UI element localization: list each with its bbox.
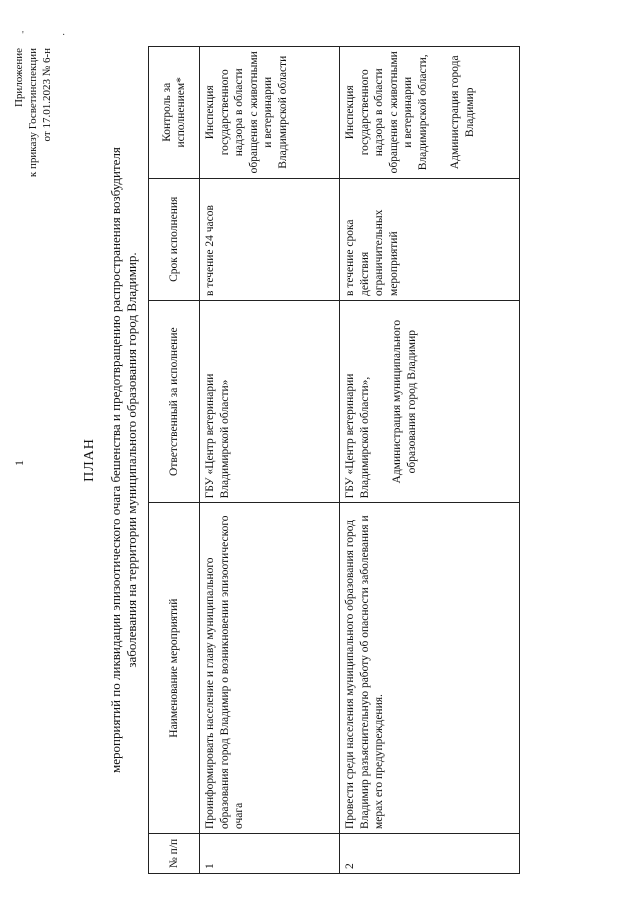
subtitle-line-2: заболевания на территории муниципального образования город Владимир. [124, 252, 139, 668]
document-title: ПЛАН [82, 438, 97, 482]
document-subtitle [108, 40, 140, 880]
row-responsible [340, 300, 520, 502]
row-control [340, 47, 520, 179]
row-num: 1 [200, 833, 340, 873]
page-number: 1 [12, 460, 26, 466]
header-control: Контроль за исполнением* [149, 47, 200, 179]
responsible-primary: ГБУ «Центр ветеринарии Владимирской области», [344, 373, 371, 499]
plan-table [148, 46, 520, 874]
subtitle-line-1: мероприятий по ликвидации эпизоотического очага бешенства и предотвращению распространения возбудителя [108, 147, 123, 773]
table-row [200, 47, 340, 874]
header-responsible: Ответственный за исполнение [149, 300, 200, 502]
scan-speck: · [62, 30, 66, 41]
responsible-secondary: Администрация муниципального образования город Владимир [391, 319, 418, 484]
appendix-note [12, 48, 54, 177]
control-primary: Инспекция государственного надзора в области обращения с животными и ветеринарии Владимирской области [204, 51, 289, 174]
header-num: № п/п [149, 833, 200, 873]
row-num: 2 [340, 833, 520, 873]
appendix-line-1: Приложение [13, 48, 25, 108]
row-responsible [200, 300, 340, 502]
row-name: Проинформировать население и главу муниципального образования город Владимир о возникновении эпизоотического очага [200, 503, 340, 834]
row-term: в течение срока действия ограничительных мероприятий [340, 178, 520, 300]
rotated-content [12, 40, 610, 880]
table-row [340, 47, 520, 874]
control-secondary: Администрация города Владимир [449, 55, 476, 170]
table-header-row [149, 47, 200, 874]
header-term: Срок исполнения [149, 178, 200, 300]
header-name: Наименование мероприятий [149, 503, 200, 834]
row-control [200, 47, 340, 179]
row-term: в течение 24 часов [200, 178, 340, 300]
appendix-line-2: к приказу Госветинспекции [27, 48, 39, 178]
appendix-line-3: от 17.01.2023 № 6-н [41, 48, 53, 142]
responsible-primary: ГБУ «Центр ветеринарии Владимирской области» [204, 373, 231, 499]
scan-speck: ' [22, 30, 24, 41]
control-primary: Инспекция государственного надзора в области обращения с животными и ветеринарии Владимирской области, [344, 51, 429, 174]
row-name: Провести среди населения муниципального образования город Владимир разъяснительную работу об опасности заболевания и мерах его предупреждения. [340, 503, 520, 834]
